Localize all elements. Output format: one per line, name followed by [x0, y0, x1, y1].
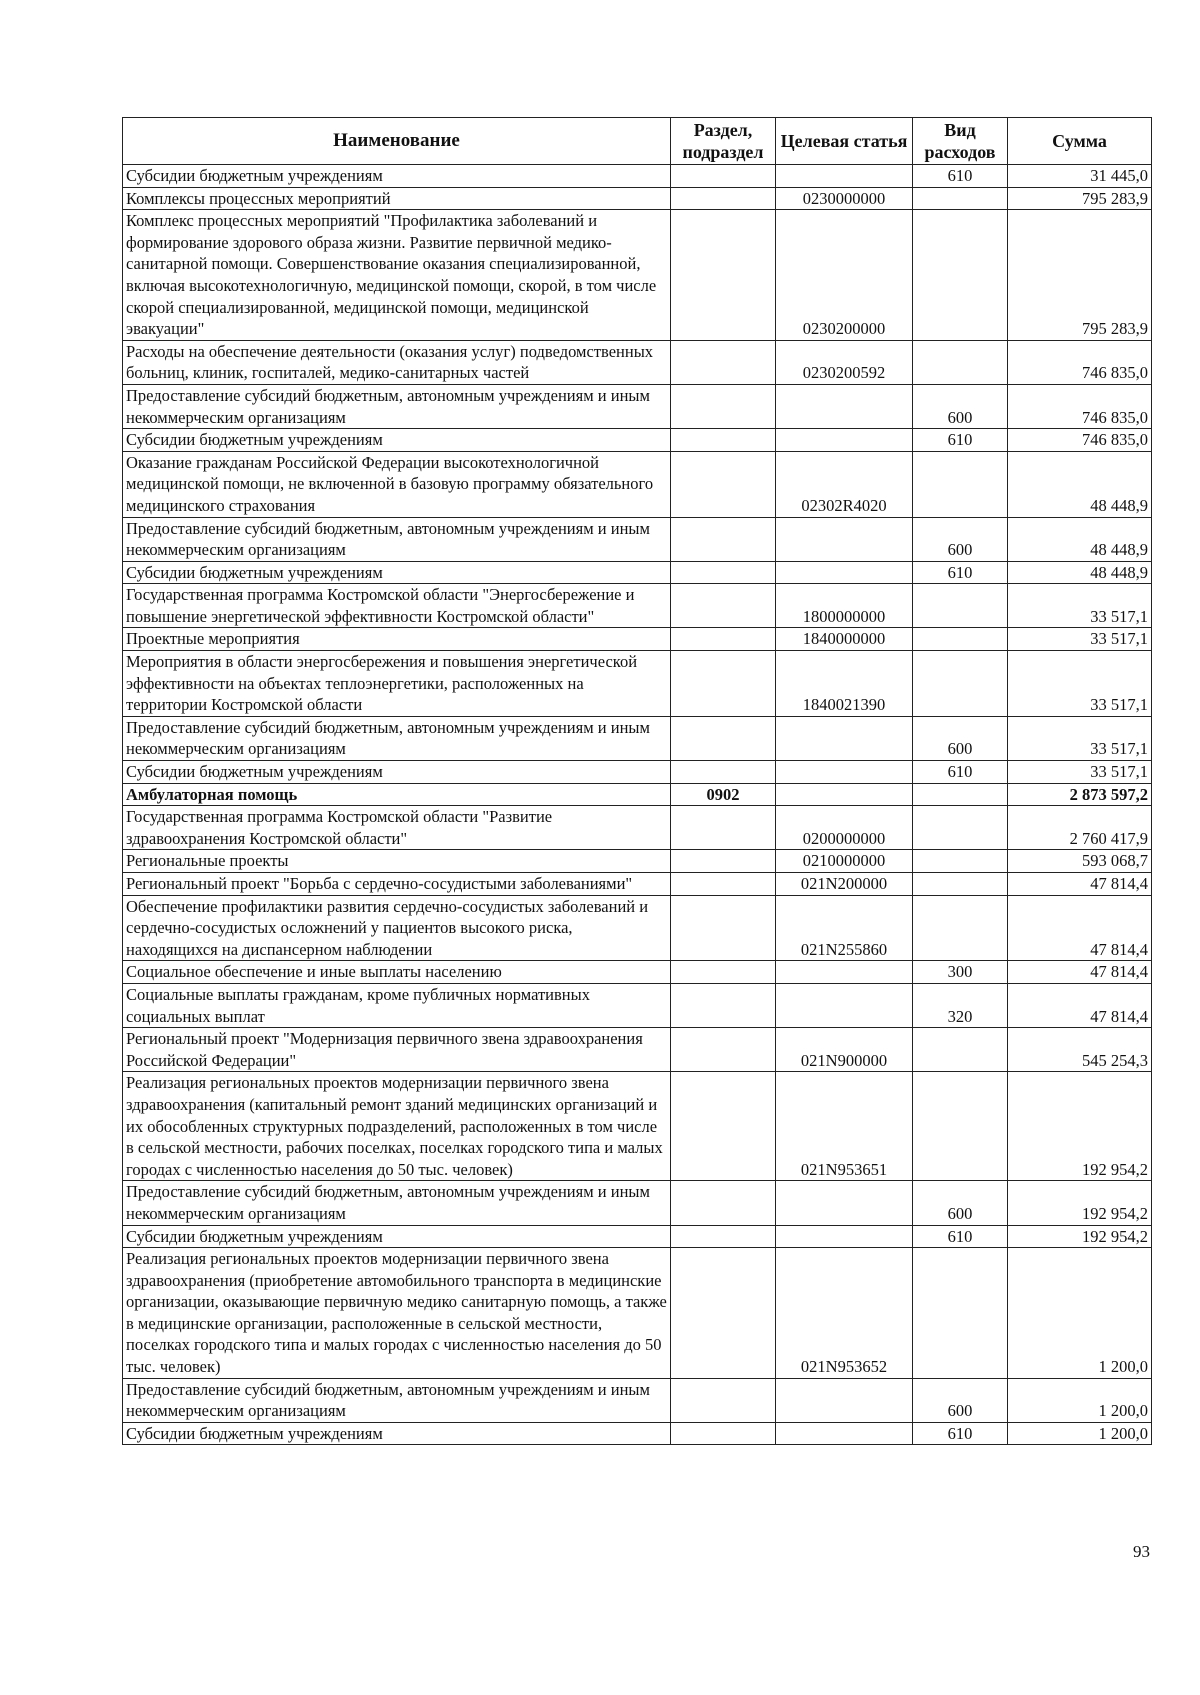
row-kind-cell — [913, 1028, 1008, 1072]
row-kind-cell: 600 — [913, 384, 1008, 428]
row-section-cell — [671, 384, 776, 428]
row-name-cell: Предоставление субсидий бюджетным, автономным учреждениям и иным некоммерческим организациям — [123, 716, 671, 760]
row-name-cell: Государственная программа Костромской области "Развитие здравоохранения Костромской области" — [123, 806, 671, 850]
table-row — [123, 806, 1152, 850]
table-row — [123, 651, 1152, 717]
row-section-cell — [671, 873, 776, 896]
table-row — [123, 716, 1152, 760]
row-target-cell: 0230200000 — [776, 210, 913, 341]
row-sum-cell: 1 200,0 — [1008, 1378, 1152, 1422]
table-row — [123, 1225, 1152, 1248]
row-name-cell: Предоставление субсидий бюджетным, автономным учреждениям и иным некоммерческим организациям — [123, 1378, 671, 1422]
row-kind-cell: 610 — [913, 1422, 1008, 1445]
row-name-cell: Региональный проект "Модернизация первичного звена здравоохранения Российской Федерации" — [123, 1028, 671, 1072]
row-target-cell — [776, 783, 913, 806]
row-section-cell — [671, 517, 776, 561]
row-target-cell: 02302R4020 — [776, 451, 913, 517]
row-section-cell — [671, 895, 776, 961]
row-sum-cell: 2 873 597,2 — [1008, 783, 1152, 806]
row-name-cell: Комплексы процессных мероприятий — [123, 187, 671, 210]
row-section-cell — [671, 1072, 776, 1181]
row-kind-cell: 320 — [913, 983, 1008, 1027]
row-sum-cell: 33 517,1 — [1008, 761, 1152, 784]
table-row — [123, 517, 1152, 561]
row-kind-cell — [913, 895, 1008, 961]
row-kind-cell: 600 — [913, 716, 1008, 760]
row-section-cell — [671, 584, 776, 628]
row-name-cell: Комплекс процессных мероприятий "Профилактика заболеваний и формирование здорового образа жизни. Развитие первичной медико-санитарной помощи. Совершенствование оказания специализированной, включая высокотехнологичную, медицинской помощи, скорой, в том числе скорой специализированной, медицинской помощи, медицинской эвакуации" — [123, 210, 671, 341]
row-target-cell — [776, 983, 913, 1027]
row-target-cell — [776, 1181, 913, 1225]
row-section-cell — [671, 961, 776, 984]
row-section-cell: 0902 — [671, 783, 776, 806]
table-row — [123, 384, 1152, 428]
row-sum-cell: 795 283,9 — [1008, 187, 1152, 210]
row-name-cell: Расходы на обеспечение деятельности (оказания услуг) подведомственных больниц, клиник, госпиталей, медико-санитарных частей — [123, 340, 671, 384]
row-section-cell — [671, 716, 776, 760]
row-kind-cell: 610 — [913, 429, 1008, 452]
row-kind-cell: 600 — [913, 1181, 1008, 1225]
table-row — [123, 187, 1152, 210]
row-section-cell — [671, 429, 776, 452]
row-section-cell — [671, 628, 776, 651]
header-kind: Вид расходов — [913, 118, 1008, 165]
row-sum-cell: 48 448,9 — [1008, 451, 1152, 517]
table-row — [123, 451, 1152, 517]
row-kind-cell: 600 — [913, 517, 1008, 561]
row-sum-cell: 33 517,1 — [1008, 716, 1152, 760]
table-row — [123, 783, 1152, 806]
row-section-cell — [671, 561, 776, 584]
budget-table — [122, 117, 1152, 1445]
table-row — [123, 165, 1152, 188]
row-sum-cell: 192 954,2 — [1008, 1072, 1152, 1181]
row-section-cell — [671, 1422, 776, 1445]
row-name-cell: Оказание гражданам Российской Федерации высокотехнологичной медицинской помощи, не включенной в базовую программу обязательного медицинского страхования — [123, 451, 671, 517]
row-name-cell: Субсидии бюджетным учреждениям — [123, 561, 671, 584]
table-row — [123, 1181, 1152, 1225]
row-kind-cell: 610 — [913, 1225, 1008, 1248]
row-sum-cell: 192 954,2 — [1008, 1181, 1152, 1225]
row-kind-cell: 300 — [913, 961, 1008, 984]
row-kind-cell — [913, 850, 1008, 873]
row-sum-cell: 795 283,9 — [1008, 210, 1152, 341]
row-target-cell — [776, 517, 913, 561]
row-sum-cell: 31 445,0 — [1008, 165, 1152, 188]
row-name-cell: Реализация региональных проектов модернизации первичного звена здравоохранения (приобретение автомобильного транспорта в медицинские организации, оказывающие первичную медико санитарную помощь, а также в медицинские организации, расположенные в сельской местности, поселках городского типа и малых городах с численностью населения до 50 тыс. человек) — [123, 1248, 671, 1379]
row-sum-cell: 2 760 417,9 — [1008, 806, 1152, 850]
row-kind-cell: 610 — [913, 761, 1008, 784]
table-row — [123, 850, 1152, 873]
row-section-cell — [671, 1181, 776, 1225]
row-name-cell: Субсидии бюджетным учреждениям — [123, 429, 671, 452]
table-row — [123, 873, 1152, 896]
row-kind-cell — [913, 873, 1008, 896]
row-target-cell — [776, 1378, 913, 1422]
table-row — [123, 584, 1152, 628]
header-section: Раздел, подраздел — [671, 118, 776, 165]
row-section-cell — [671, 340, 776, 384]
row-kind-cell — [913, 1072, 1008, 1181]
row-target-cell: 0230000000 — [776, 187, 913, 210]
row-target-cell: 0230200592 — [776, 340, 913, 384]
row-name-cell: Предоставление субсидий бюджетным, автономным учреждениям и иным некоммерческим организациям — [123, 517, 671, 561]
row-target-cell — [776, 761, 913, 784]
row-section-cell — [671, 983, 776, 1027]
row-kind-cell: 600 — [913, 1378, 1008, 1422]
row-name-cell: Социальные выплаты гражданам, кроме публичных нормативных социальных выплат — [123, 983, 671, 1027]
row-name-cell: Реализация региональных проектов модернизации первичного звена здравоохранения (капитальный ремонт зданий медицинских организаций и их обособленных структурных подразделений, расположенных в том числе в сельской местности, рабочих поселках, поселках городского типа и малых городах с численностью населения до 50 тыс. человек) — [123, 1072, 671, 1181]
row-sum-cell: 192 954,2 — [1008, 1225, 1152, 1248]
row-name-cell: Обеспечение профилактики развития сердечно-сосудистых заболеваний и сердечно-сосудистых осложнений у пациентов высокого риска, находящихся на диспансерном наблюдении — [123, 895, 671, 961]
row-kind-cell: 610 — [913, 165, 1008, 188]
row-name-cell: Мероприятия в области энергосбережения и повышения энергетической эффективности на объектах теплоэнергетики, расположенных на территории Костромской области — [123, 651, 671, 717]
table-row — [123, 1248, 1152, 1379]
row-name-cell: Субсидии бюджетным учреждениям — [123, 165, 671, 188]
row-target-cell: 1840021390 — [776, 651, 913, 717]
row-section-cell — [671, 210, 776, 341]
row-target-cell — [776, 1422, 913, 1445]
row-sum-cell: 1 200,0 — [1008, 1422, 1152, 1445]
row-target-cell: 021N200000 — [776, 873, 913, 896]
row-name-cell: Региональный проект "Борьба с сердечно-сосудистыми заболеваниями" — [123, 873, 671, 896]
row-section-cell — [671, 1248, 776, 1379]
row-name-cell: Проектные мероприятия — [123, 628, 671, 651]
row-kind-cell — [913, 651, 1008, 717]
row-target-cell: 021N953652 — [776, 1248, 913, 1379]
row-target-cell: 0210000000 — [776, 850, 913, 873]
table-row — [123, 1378, 1152, 1422]
table-row — [123, 761, 1152, 784]
row-sum-cell: 1 200,0 — [1008, 1248, 1152, 1379]
row-name-cell: Предоставление субсидий бюджетным, автономным учреждениям и иным некоммерческим организациям — [123, 384, 671, 428]
row-target-cell: 1800000000 — [776, 584, 913, 628]
row-section-cell — [671, 1028, 776, 1072]
row-sum-cell: 545 254,3 — [1008, 1028, 1152, 1072]
header-sum: Сумма — [1008, 118, 1152, 165]
table-row — [123, 210, 1152, 341]
row-section-cell — [671, 187, 776, 210]
row-target-cell: 021N900000 — [776, 1028, 913, 1072]
row-target-cell — [776, 429, 913, 452]
row-sum-cell: 746 835,0 — [1008, 429, 1152, 452]
row-kind-cell — [913, 1248, 1008, 1379]
table-body — [123, 165, 1152, 1445]
row-kind-cell — [913, 783, 1008, 806]
row-sum-cell: 33 517,1 — [1008, 584, 1152, 628]
row-section-cell — [671, 761, 776, 784]
row-section-cell — [671, 651, 776, 717]
row-target-cell — [776, 961, 913, 984]
table-row — [123, 1028, 1152, 1072]
page-number: 93 — [1133, 1542, 1150, 1561]
row-name-cell: Амбулаторная помощь — [123, 783, 671, 806]
row-name-cell: Субсидии бюджетным учреждениям — [123, 761, 671, 784]
row-sum-cell: 48 448,9 — [1008, 561, 1152, 584]
row-section-cell — [671, 165, 776, 188]
row-name-cell: Социальное обеспечение и иные выплаты населению — [123, 961, 671, 984]
table-row — [123, 983, 1152, 1027]
row-target-cell — [776, 384, 913, 428]
table-row — [123, 628, 1152, 651]
row-kind-cell — [913, 187, 1008, 210]
row-kind-cell — [913, 340, 1008, 384]
row-target-cell — [776, 561, 913, 584]
table-row — [123, 1072, 1152, 1181]
row-section-cell — [671, 806, 776, 850]
header-name: Наименование — [123, 118, 671, 165]
row-kind-cell: 610 — [913, 561, 1008, 584]
row-kind-cell — [913, 628, 1008, 651]
row-kind-cell — [913, 210, 1008, 341]
row-target-cell: 021N255860 — [776, 895, 913, 961]
table-row — [123, 429, 1152, 452]
row-section-cell — [671, 1378, 776, 1422]
row-sum-cell: 48 448,9 — [1008, 517, 1152, 561]
row-target-cell: 0200000000 — [776, 806, 913, 850]
table-row — [123, 1422, 1152, 1445]
row-target-cell: 021N953651 — [776, 1072, 913, 1181]
row-sum-cell: 33 517,1 — [1008, 628, 1152, 651]
table-header-row — [123, 118, 1152, 165]
row-sum-cell: 33 517,1 — [1008, 651, 1152, 717]
row-kind-cell — [913, 584, 1008, 628]
row-kind-cell — [913, 806, 1008, 850]
row-section-cell — [671, 451, 776, 517]
row-kind-cell — [913, 451, 1008, 517]
row-name-cell: Субсидии бюджетным учреждениям — [123, 1225, 671, 1248]
row-sum-cell: 593 068,7 — [1008, 850, 1152, 873]
row-target-cell — [776, 165, 913, 188]
row-sum-cell: 47 814,4 — [1008, 961, 1152, 984]
row-section-cell — [671, 850, 776, 873]
table-row — [123, 340, 1152, 384]
row-sum-cell: 746 835,0 — [1008, 340, 1152, 384]
row-name-cell: Предоставление субсидий бюджетным, автономным учреждениям и иным некоммерческим организациям — [123, 1181, 671, 1225]
table-row — [123, 561, 1152, 584]
row-sum-cell: 47 814,4 — [1008, 873, 1152, 896]
header-target: Целевая статья — [776, 118, 913, 165]
table-row — [123, 961, 1152, 984]
row-name-cell: Субсидии бюджетным учреждениям — [123, 1422, 671, 1445]
row-name-cell: Региональные проекты — [123, 850, 671, 873]
row-name-cell: Государственная программа Костромской области "Энергосбережение и повышение энергетической эффективности Костромской области" — [123, 584, 671, 628]
table-row — [123, 895, 1152, 961]
row-target-cell: 1840000000 — [776, 628, 913, 651]
row-target-cell — [776, 716, 913, 760]
row-section-cell — [671, 1225, 776, 1248]
row-target-cell — [776, 1225, 913, 1248]
row-sum-cell: 47 814,4 — [1008, 983, 1152, 1027]
row-sum-cell: 47 814,4 — [1008, 895, 1152, 961]
row-sum-cell: 746 835,0 — [1008, 384, 1152, 428]
